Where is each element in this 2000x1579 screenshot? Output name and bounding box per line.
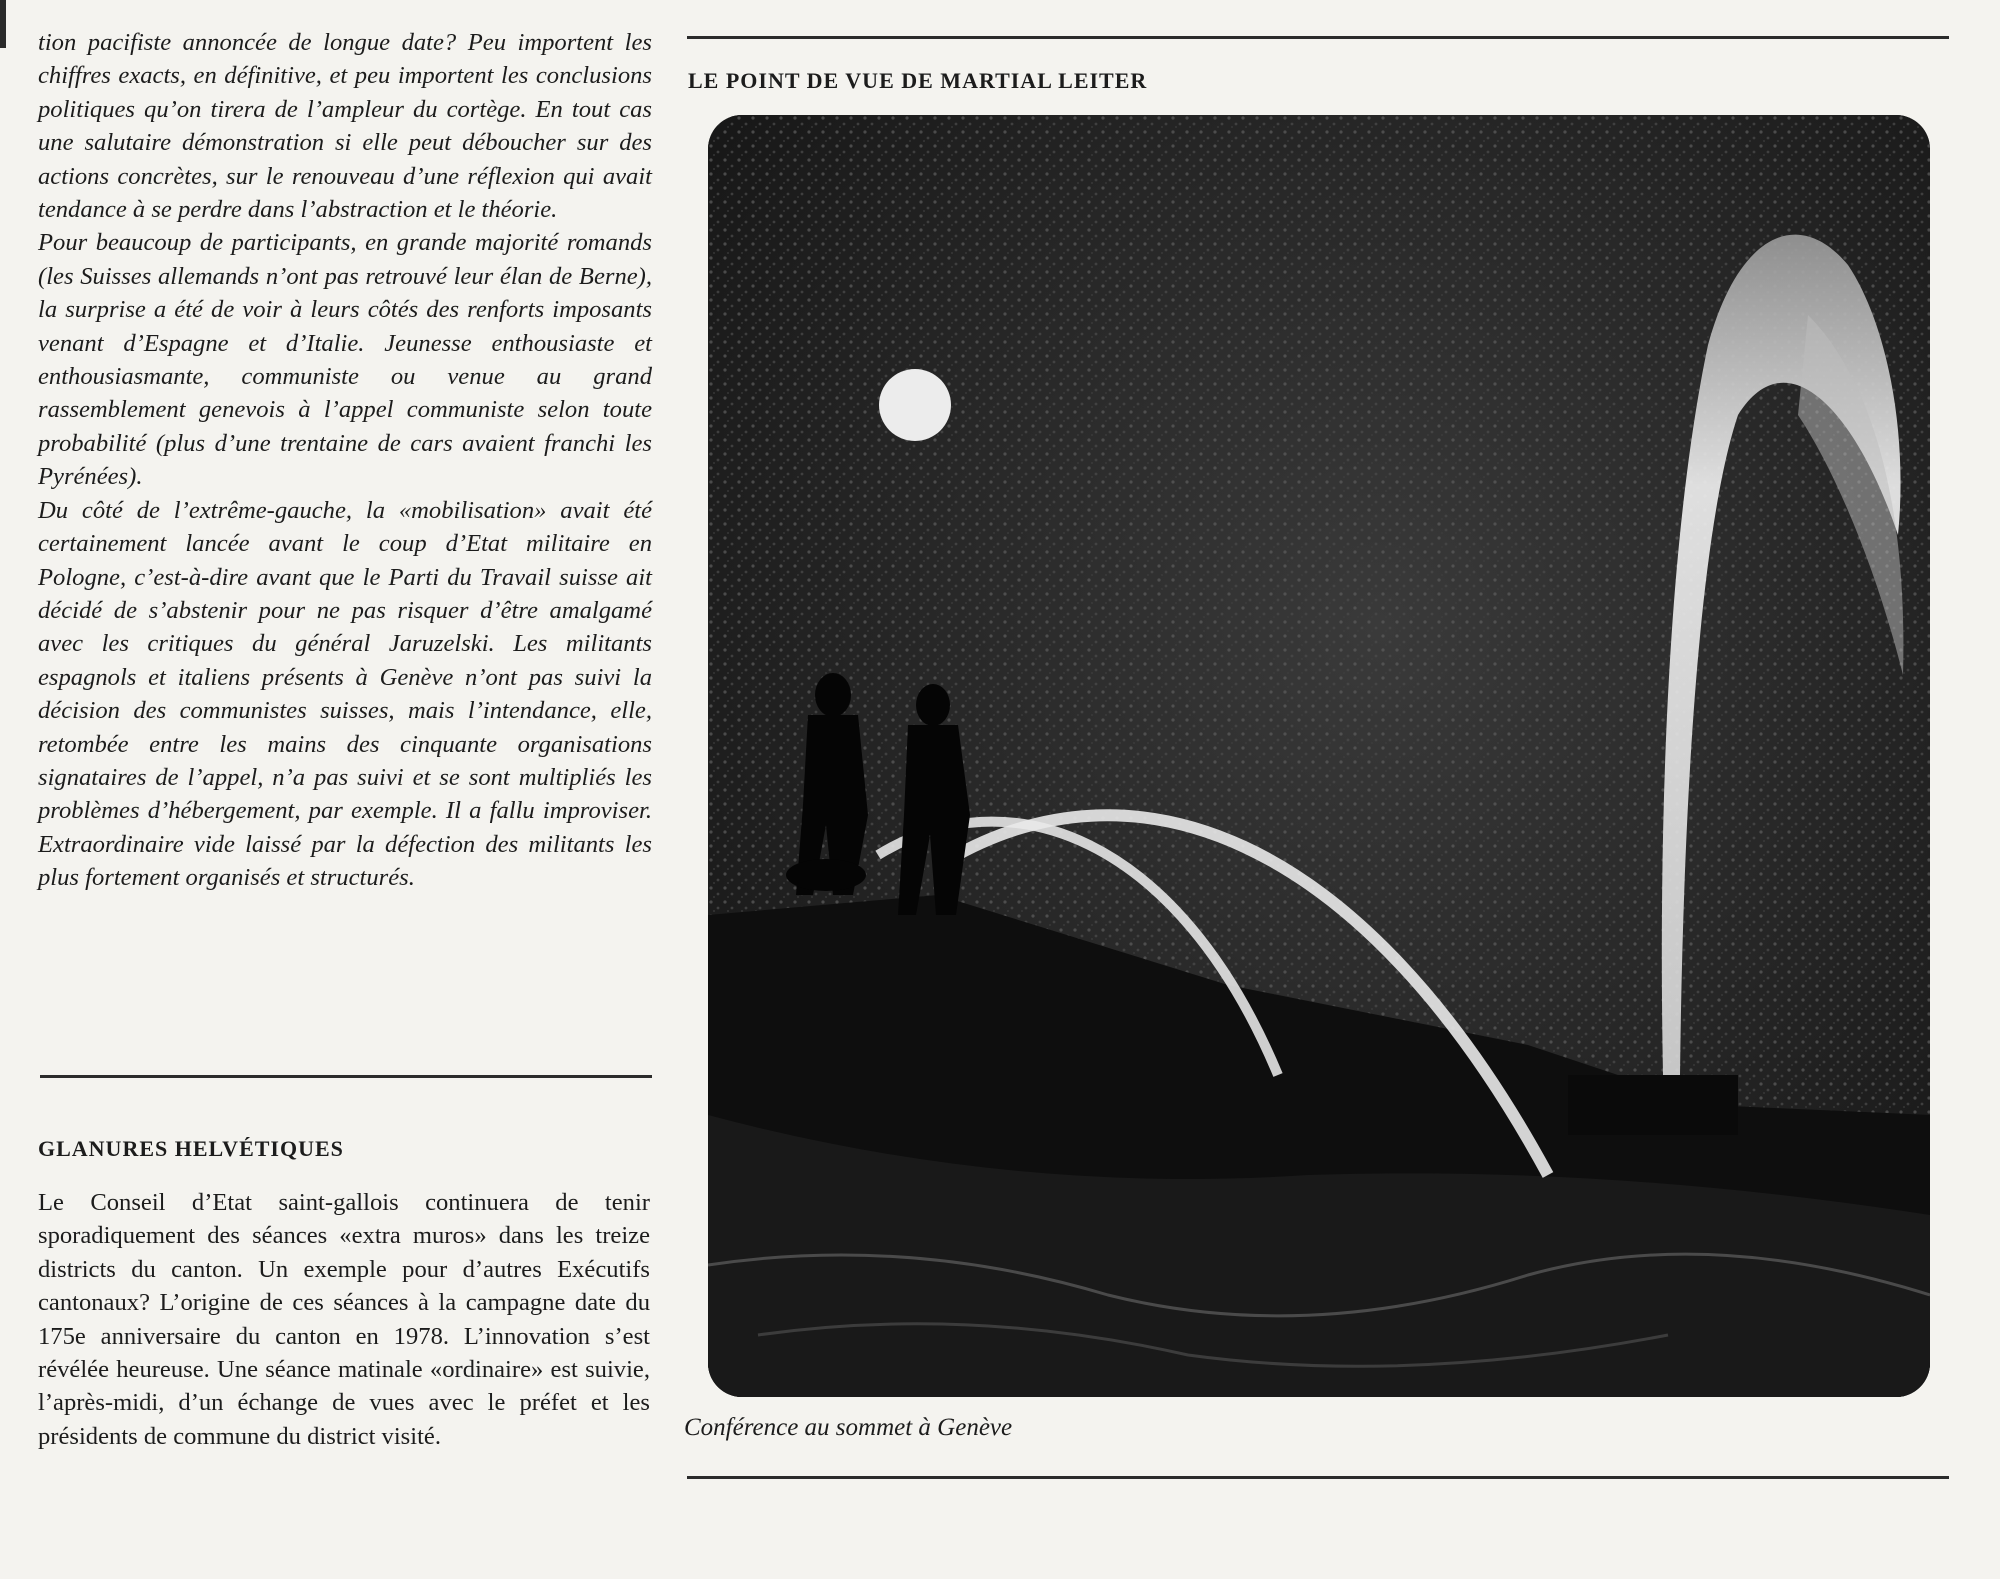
moon-shape [879,369,951,441]
section-divider-right-bottom [687,1476,1949,1479]
cartoon-illustration [708,115,1930,1397]
article-paragraph-3: Du côté de l’extrême-gauche, la «mobilisation» avait été certainement lancée avant le coup d’Etat militaire en Pologne, c’est-à-dire avant que le Parti du Travail suisse ait décidé de s’abstenir pour ne pas risquer d’être amalgamé avec les critiques du général Jaruzelski. Les militants espagnols et italiens présents à Genève n’ont pas suivi la décision des communistes suisses, mais l’intendance, elle, retombée entre les mains des cinquante organisations signataires de l’appel, n’a pas suivi et se sont multipliés les problèmes d’hébergement, par exemple. Il a fallu improviser. Extraordinaire vide laissé par la défection des militants les plus fortement organisés et structurés. [38,496,652,892]
section-divider-left [40,1075,652,1078]
article-paragraph-2: Pour beaucoup de participants, en grande majorité romands (les Suisses allemands n’ont pas retrouvé leur élan de Berne), la surprise a été de voir à leurs côtés des renforts imposants venant d’Espagne et d’Italie. Jeunesse enthousiaste et enthousiasmante, communiste ou venue au grand rassemblement genevois à l’appel communiste selon toute probabilité (plus d’une trentaine de cars avaient franchi les Pyrénées). [38,229,652,491]
glanures-text: Le Conseil d’Etat saint-gallois continuera de tenir sporadiquement des séances «extra muros» dans les treize districts du canton. Un exemple pour d’autres Exécutifs cantonaux? L’origine de ces séances à la campagne date du 175e anniversaire du canton en 1978. L’innovation s’est révélée heureuse. Une séance matinale «ordinaire» est suivie, l’après-midi, d’un échange de vues avec le préfet et les présidents de commune du district visité. [38,1189,650,1450]
section-divider-right-top [687,36,1949,39]
page-edge-mark [0,0,6,48]
article-left-column [38,26,652,895]
cartoon-drawing [708,115,1930,1397]
cartoon-caption: Conférence au sommet à Genève [684,1414,1013,1441]
article-paragraph-1: tion pacifiste annoncée de longue date? Peu importent les chiffres exacts, en définitive, et peu importent les conclusions politiques qu’on tirera de l’ampleur du cortège. En tout cas une salutaire démonstration si elle peut déboucher sur des actions concrètes, sur le renouveau d’une réflexion qui avait tendance à se perdre dans l’abstraction et le théorie. [38,29,652,224]
glanures-heading: GLANURES HELVÉTIQUES [38,1136,344,1161]
cartoon-heading: LE POINT DE VUE DE MARTIAL LEITER [688,68,1148,93]
